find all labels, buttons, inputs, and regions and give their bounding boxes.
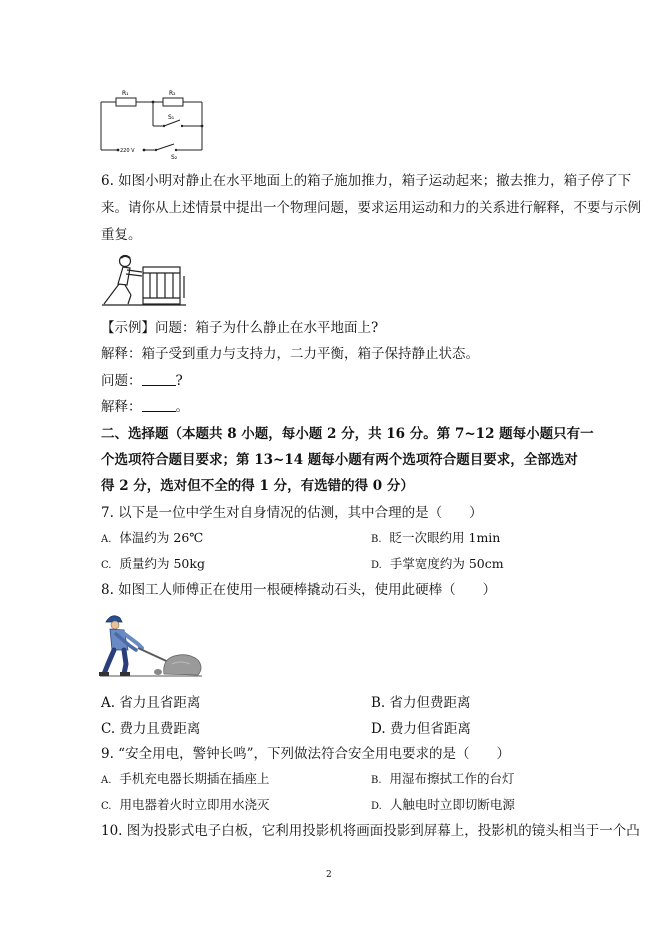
q6-answer-blank[interactable] (142, 398, 176, 412)
label-s1: S₁ (168, 114, 175, 121)
circuit-diagram (98, 86, 210, 162)
q9-option-a[interactable]: A. 手机充电器长期插在插座上 (101, 771, 270, 786)
q6-example-answer: 解释：箱子受到重力与支持力，二力平衡，箱子保持静止状态。 (101, 346, 479, 362)
label-r1: R₁ (122, 90, 129, 97)
section2-line1: 二、选择题（本题共 8 小题，每小题 2 分，共 16 分。第 7~12 题每小题只有一 (101, 426, 594, 442)
boy-pushing-box-illustration (100, 252, 188, 308)
q6-example-question: 【示例】问题：箱子为什么静止在水平地面上? (101, 320, 379, 336)
label-r2: R₂ (169, 90, 176, 97)
q6-question-end: ? (175, 373, 183, 389)
q8-option-a[interactable]: A. 省力且省距离 (101, 695, 201, 711)
q9-option-c[interactable]: C. 用电器着火时立即用水浇灭 (101, 797, 270, 812)
q8-option-b[interactable]: B. 省力但费距离 (371, 695, 471, 711)
resistor-r1 (116, 98, 136, 106)
label-voltage: 220 V (120, 148, 135, 154)
q9-option-d[interactable]: D. 人触电时立即切断电源 (371, 797, 515, 812)
q6-question-row (101, 372, 183, 390)
q7-option-c[interactable]: C. 质量约为 50kg (101, 556, 205, 571)
q6-question-label: 问题： (101, 373, 142, 389)
q6-line1: 6. 如图小明对静止在水平地面上的箱子施加推力，箱子运动起来；撤去推力，箱子停了下 (101, 173, 632, 189)
q7-option-b[interactable]: B. 眨一次眼约用 1min (371, 530, 501, 545)
q8-option-d[interactable]: D. 费力但省距离 (371, 721, 471, 737)
q6-answer-label: 解释： (101, 399, 142, 415)
label-s2: S₂ (171, 154, 178, 161)
q6-answer-row (101, 398, 189, 416)
q10-stem: 10. 图为投影式电子白板，它利用投影机将画面投影到屏幕上，投影机的镜头相当于一个凸 (101, 823, 640, 839)
page-number: 2 (326, 870, 332, 880)
q8-option-c[interactable]: C. 费力且费距离 (101, 721, 201, 737)
q8-stem: 8. 如图工人师傅正在使用一根硬棒撬动石头，使用此硬棒（ ） (101, 582, 497, 598)
section2-line2: 个选项符合题目要求；第 13~14 题每小题有两个选项符合题目要求，全部选对 (101, 452, 578, 468)
resistor-r2 (163, 98, 183, 106)
section2-line3: 得 2 分，选对但不全的得 1 分，有选错的得 0 分） (101, 478, 414, 494)
q7-option-d[interactable]: D. 手掌宽度约为 50cm (371, 556, 504, 571)
q7-option-a[interactable]: A. 体温约为 26℃ (101, 530, 204, 545)
q6-answer-end: 。 (175, 399, 189, 415)
q7-stem: 7. 以下是一位中学生对自身情况的估测，其中合理的是（ ） (101, 505, 483, 521)
q9-option-b[interactable]: B. 用湿布擦拭工作的台灯 (371, 771, 515, 786)
q6-question-blank[interactable] (142, 372, 176, 386)
q6-line2: 来。请你从上述情景中提出一个物理问题，要求运用运动和力的关系进行解释，不要与示例 (101, 200, 641, 216)
q6-line3: 重复。 (101, 227, 142, 243)
worker-lever-illustration (98, 608, 204, 680)
q9-stem: 9. “安全用电，警钟长鸣”，下列做法符合安全用电要求的是（ ） (101, 746, 510, 762)
switch-s2 (156, 144, 174, 150)
